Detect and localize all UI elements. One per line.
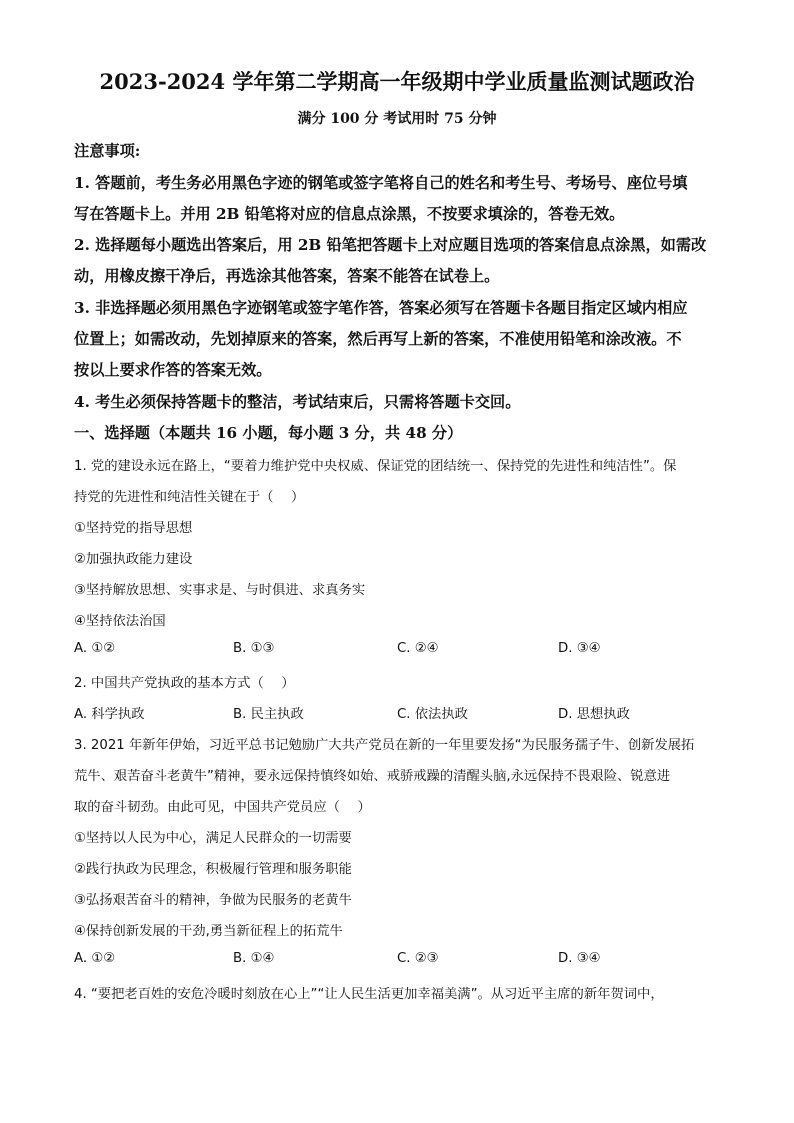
q3-stem-line-2: 荒牛、艰苦奋斗老黄牛”精神，要永远保持慎终如始、戒骄戒躁的清醒头脑,永远保持不畏艰险、锐意进: [74, 769, 671, 784]
q3-option-c: C. ②③: [397, 951, 439, 966]
page-subtitle: 满分 100 分 考试用时 75 分钟: [297, 111, 497, 127]
q1-option-a: A. ①②: [74, 641, 116, 656]
notice-item-3a: 3. 非选择题必须用黑色字迹钢笔或签字笔作答，答案必须写在答题卡各题目指定区域内相应: [74, 299, 688, 317]
q1-option-d: D. ③④: [558, 641, 601, 656]
q3-stem-line-3: 取的奋斗韧劲。由此可见，中国共产党员应（ ）: [74, 800, 371, 815]
q1-stem-line-2: 持党的先进性和纯洁性关键在于（ ）: [74, 490, 305, 505]
page-title: 2023-2024 学年第二学期高一年级期中学业质量监测试题政治: [99, 69, 695, 94]
notice-item-3b: 位置上；如需改动，先划掉原来的答案，然后再写上新的答案，不准使用铅笔和涂改液。不: [74, 330, 682, 348]
q2-option-d: D. 思想执政: [558, 707, 630, 722]
notice-item-2b: 动，用橡皮擦干净后，再选涂其他答案，答案不能答在试卷上。: [74, 267, 500, 285]
q3-option-b: B. ①④: [233, 951, 275, 966]
q3-option-a: A. ①②: [74, 951, 116, 966]
q3-statement-4: ④保持创新发展的干劲,勇当新征程上的拓荒牛: [74, 924, 343, 939]
notice-item-3c: 按以上要求作答的答案无效。: [74, 361, 272, 379]
notice-item-1b: 写在答题卡上。并用 2B 铅笔将对应的信息点涂黑，不按要求填涂的，答卷无效。: [74, 205, 625, 223]
q2-option-b: B. 民主执政: [233, 707, 304, 722]
q1-option-b: B. ①③: [233, 641, 275, 656]
q2-option-c: C. 依法执政: [397, 707, 468, 722]
q3-statement-1: ①坚持以人民为中心，满足人民群众的一切需要: [74, 831, 352, 846]
q3-option-d: D. ③④: [558, 951, 601, 966]
q4-stem-line-1: 4. “要把老百姓的安危冷暖时刻放在心上”“让人民生活更加幸福美满”。从习近平主席的新年贺词中，: [74, 987, 664, 1002]
q3-stem-line-1: 3. 2021 年新年伊始，习近平总书记勉励广大共产党员在新的一年里要发扬“为民服务孺子牛、创新发展拓: [74, 738, 695, 753]
q1-statement-1: ①坚持党的指导思想: [74, 521, 193, 536]
q3-statement-3: ③弘扬艰苦奋斗的精神，争做为民服务的老黄牛: [74, 893, 352, 908]
q2-stem: 2. 中国共产党执政的基本方式（ ）: [74, 676, 295, 691]
q3-statement-2: ②践行执政为民理念，积极履行管理和服务职能: [74, 862, 352, 877]
q1-statement-4: ④坚持依法治国: [74, 614, 166, 629]
q1-stem-line-1: 1. 党的建设永远在路上，“要着力维护党中央权威、保证党的团结统一、保持党的先进性和纯洁性”。保: [74, 459, 677, 474]
q1-statement-2: ②加强执政能力建设: [74, 552, 193, 567]
notice-heading: 注意事项:: [74, 142, 141, 160]
q2-option-a: A. 科学执政: [74, 707, 145, 722]
q1-option-c: C. ②④: [397, 641, 439, 656]
notice-item-1a: 1. 答题前，考生务必用黑色字迹的钢笔或签字笔将自己的姓名和考生号、考场号、座位号填: [74, 174, 688, 192]
notice-item-2a: 2. 选择题每小题选出答案后，用 2B 铅笔把答题卡上对应题目选项的答案信息点涂黑，如需改: [74, 236, 707, 254]
notice-item-4: 4. 考生必须保持答题卡的整洁，考试结束后，只需将答题卡交回。: [74, 393, 521, 411]
q1-statement-3: ③坚持解放思想、实事求是、与时俱进、求真务实: [74, 583, 366, 598]
section-heading: 一、选择题（本题共 16 小题，每小题 3 分，共 48 分）: [74, 424, 463, 442]
